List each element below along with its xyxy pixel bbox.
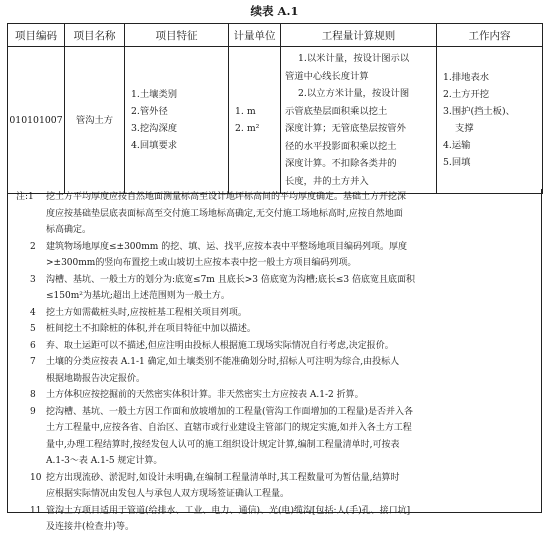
note-item [8,305,541,322]
rule-line: 径的水平投影面积乘以挖土 [285,140,397,152]
note-line: >±300mm的竖向布置挖土或山坡切土应按本表中挖一般土方项目编码列项。 [46,258,357,268]
header-features: 项目特征 [125,24,229,47]
note-line: 应根据实际情况由发包人与承包人双方现场签证确认工程量。 [46,489,290,499]
note-number: 5 [30,324,36,334]
work-item: 5.回填 [443,157,471,168]
work-item: 4.运输 [443,140,471,151]
rule-line: 2.以立方米计量，按设计图 [298,88,410,99]
note-line: 挖土方如需截桩头时,应按桩基工程相关项目列项。 [46,307,247,318]
note-line: 弃、取土运距可以不描述,但应注明由投标人根据施工现场实际情况自行考虑,决定报价。 [46,340,394,351]
note-number: 9 [30,406,36,417]
rule-line: 示管底垫层面积乘以挖土 [285,105,388,117]
note-item [8,338,541,355]
note-number: 注:1 [16,192,34,202]
cell-work [437,47,543,194]
header-rules: 工程量计算规则 [281,24,437,47]
feature-item: 2.管外径 [131,106,168,117]
feature-item: 1.土壤类别 [131,89,178,100]
note-line: 建筑物场地厚度≤±300mm 的挖、填、运、找平,应按本表中平整场地项目编码列项。厚度 [46,241,408,252]
note-item [8,239,541,272]
note-line: 标高确定。 [46,225,92,235]
note-number: 3 [30,274,36,285]
work-item: 1.排地表水 [443,72,490,83]
feature-item: 4.回填要求 [131,140,178,151]
header-work: 工作内容 [437,24,543,47]
note-line: 挖方出现流砂、淤泥时,如设计未明确,在编制工程量清单时,其工程数量可为暂估量,结算时 [46,472,400,483]
cell-name: 管沟土方 [65,47,125,194]
note-item [8,189,541,239]
note-line: 挖土方平均厚度应按自然地面测量标高至设计地坪标高间的平均厚度确定。基础土方开挖深 [46,192,407,202]
work-item: 3.围护(挡土板)、 [443,106,515,117]
feature-item: 3.挖沟深度 [131,123,178,134]
note-line: 根据地勘报告决定报价。 [46,373,146,384]
note-line: 量中,办理工程结算时,按经发包人认可的施工组织设计规定计算,编制工程量清单时,可按表 [46,439,400,450]
note-line: A.1-3～表 A.1-5 规定计算。 [46,456,163,466]
notes-section [7,189,542,532]
header-unit: 计量单位 [229,24,281,47]
note-item [8,404,541,470]
note-number: 2 [30,241,36,252]
header-name: 项目名称 [65,24,125,47]
cell-features [125,47,229,194]
note-item [8,272,541,305]
note-line: 土壤的分类应按表 A.1-1 确定,如土壤类别不能准确划分时,招标人可注明为综合,由投标人 [46,357,400,367]
note-number: 7 [30,357,36,367]
note-line: 及连接井(检查井)等。 [46,522,135,532]
note-item [8,354,541,387]
note-item [8,321,541,338]
note-number: 4 [30,307,36,318]
cell-rules [281,47,437,194]
note-number: 10 [30,472,42,483]
note-line: 桩间挖土不扣除桩的体积,并在项目特征中加以描述。 [46,324,256,334]
note-line: 度应按基础垫层底表面标高至交付施工场地标高确定,无交付施工场地标高时,应按自然地面 [46,208,403,219]
note-line: 土方工程量中,应按各省、自治区、直辖市或行业建设主管部门的规定实施,如并入各土方工程 [46,423,412,433]
work-item: 2.土方开挖 [443,89,490,100]
table-header-row [8,24,543,47]
note-number: 6 [30,340,36,351]
table-caption: 续表 A.1 [250,4,299,18]
note-item [8,503,541,536]
note-item [8,387,541,404]
unit-item: 1. m [235,106,256,117]
note-line: 管沟土方项目适用于管道(给排水、工业、电力、通信)、光(电)缆沟[包括:人(手)孔、接口坑] [46,505,411,516]
note-line: ≤150m²为基坑;超出上述范围则为一般土方。 [46,291,230,301]
cell-units [229,47,281,194]
note-line: 沟槽、基坑、一般土方的划分为:底宽≤7m 且底长>3 倍底宽为沟槽;底长≤3 倍底宽且底面积 [46,274,415,285]
rule-line: 1.以米计量，按设计图示以 [298,53,410,64]
note-number: 8 [30,390,36,400]
note-line: 挖沟槽、基坑、一般土方因工作面和放坡增加的工程量(管沟工作面增加的工程量)是否并入各 [46,406,414,417]
header-code: 项目编码 [8,24,65,47]
table-row [8,47,543,194]
note-number: 11 [30,505,42,516]
rule-line: 长度，井的土方并入 [285,175,369,187]
note-line: 土方体积应按挖掘前的天然密实体积计算。非天然密实土方应按表 A.1-2 折算。 [46,390,364,400]
rule-line: 深度计算；无管底垫层按管外 [285,123,406,134]
cell-code: 010101007 [8,47,65,194]
rule-line: 管道中心线长度计算 [285,70,369,82]
rule-line: 深度计算。不扣除各类井的 [285,158,397,169]
work-item: 支撑 [455,123,474,134]
unit-item: 2. m² [235,123,260,134]
note-item [8,470,541,503]
spec-table [7,23,543,194]
